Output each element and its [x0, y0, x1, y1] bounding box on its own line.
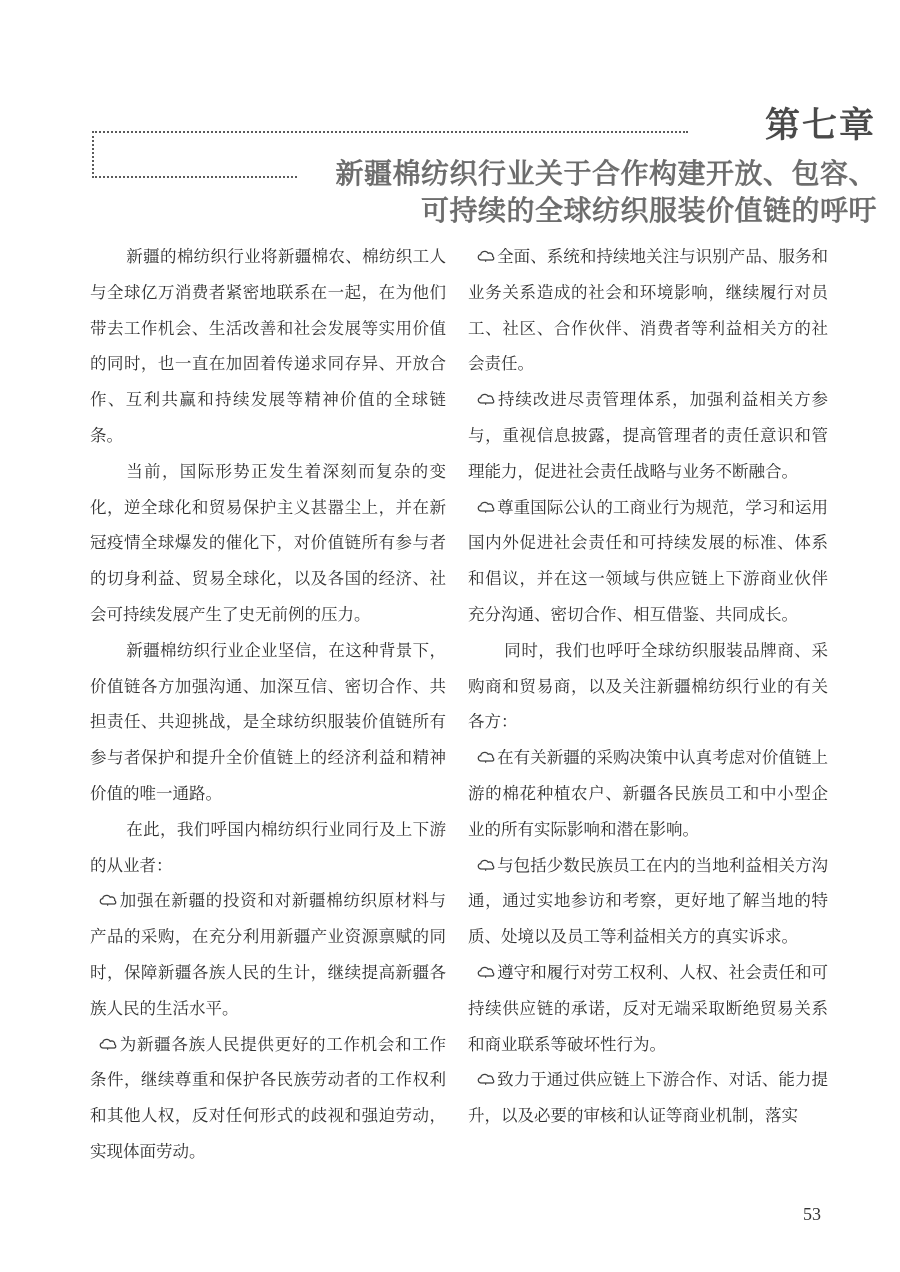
cotton-icon — [477, 965, 495, 979]
bullet-text: 与包括少数民族员工在内的当地利益相关方沟通，通过实地参访和考察，更好地了解当地的特质、处境以及员工等利益相关方的真实诉求。 — [468, 856, 828, 947]
chapter-label: 第七章 — [764, 106, 876, 145]
right-column — [468, 240, 828, 1135]
bullet-item — [90, 884, 446, 1027]
bullet-text: 尊重国际公认的工商业行为规范，学习和运用国内外促进社会责任和可持续发展的标准、体系和倡议，并在这一领域与供应链上下游商业伙伴充分沟通、密切合作、相互借鉴、共同成长。 — [468, 498, 828, 624]
cotton-icon — [99, 893, 117, 907]
bullet-text: 全面、系统和持续地关注与识别产品、服务和业务关系造成的社会和环境影响，继续履行对员工、社区、合作伙伴、消费者等利益相关方的社会责任。 — [468, 248, 828, 374]
bullet-item — [468, 491, 828, 634]
bullet-text: 加强在新疆的投资和对新疆棉纺织原材料与产品的采购，在充分利用新疆产业资源禀赋的同时，保障新疆各族人民的生计，继续提高新疆各族人民的生活水平。 — [90, 892, 446, 1018]
page-title-line2: 可持续的全球纺织服装价值链的呼吁 — [420, 195, 877, 226]
bullet-item — [90, 1028, 446, 1171]
page-number: 53 — [803, 1204, 821, 1224]
cotton-icon — [477, 249, 495, 263]
page-title-line1: 新疆棉纺织行业关于合作构建开放、包容、 — [335, 158, 877, 189]
bullet-item — [468, 849, 828, 956]
paragraph: 当前，国际形势正发生着深刻而复杂的变化，逆全球化和贸易保护主义甚嚣尘上，并在新冠疫情全球爆发的催化下，对价值链所有参与者的切身利益、贸易全球化，以及各国的经济、社会可持续发展产生了史无前例的压力。 — [90, 462, 446, 624]
paragraph: 在此，我们呼国内棉纺织行业同行及上下游的从业者： — [90, 820, 446, 875]
bullet-item — [468, 741, 828, 848]
cotton-icon — [99, 1037, 117, 1051]
cotton-icon — [477, 750, 495, 764]
cotton-icon — [477, 392, 495, 406]
bullet-text: 遵守和履行对劳工权利、人权、社会责任和可持续供应链的承诺，反对无端采取断绝贸易关系和商业联系等破坏性行为。 — [468, 963, 828, 1054]
cotton-icon — [477, 1072, 495, 1086]
cotton-icon — [477, 500, 495, 514]
left-column — [90, 240, 446, 1171]
paragraph: 新疆的棉纺织行业将新疆棉农、棉纺织工人与全球亿万消费者紧密地联系在一起，在为他们带去工作机会、生活改善和社会发展等实用价值的同时，也一直在加固着传递求同存异、开放合作、互利共赢和持续发展等精神价值的全球链条。 — [90, 248, 446, 445]
bullet-text: 为新疆各族人民提供更好的工作机会和工作条件，继续尊重和保护各民族劳动者的工作权利和其他人权，反对任何形式的歧视和强迫劳动，实现体面劳动。 — [90, 1035, 446, 1161]
bullet-item — [468, 1063, 828, 1135]
bullet-item — [468, 956, 828, 1063]
dotted-line-top — [92, 131, 688, 133]
bullet-text: 在有关新疆的采购决策中认真考虑对价值链上游的棉花种植农户、新疆各民族员工和中小型企业的所有实际影响和潜在影响。 — [468, 749, 828, 839]
dotted-line-left — [92, 131, 94, 178]
bullet-item — [468, 240, 828, 383]
paragraph: 同时，我们也呼吁全球纺织服装品牌商、采购商和贸易商，以及关注新疆棉纺织行业的有关各方： — [468, 641, 828, 732]
dotted-line-bottom — [92, 176, 297, 178]
cotton-icon — [477, 858, 495, 872]
page-title — [335, 155, 877, 229]
bullet-text: 致力于通过供应链上下游合作、对话、能力提升，以及必要的审核和认证等商业机制，落实 — [468, 1071, 828, 1126]
bullet-item — [468, 383, 828, 490]
bullet-text: 持续改进尽责管理体系，加强利益相关方参与，重视信息披露，提高管理者的责任意识和管理能力，促进社会责任战略与业务不断融合。 — [468, 391, 828, 481]
paragraph: 新疆棉纺织行业企业坚信，在这种背景下，价值链各方加强沟通、加深互信、密切合作、共担责任、共迎挑战，是全球纺织服装价值链所有参与者保护和提升全价值链上的经济利益和精神价值的唯一通路。 — [90, 641, 446, 803]
